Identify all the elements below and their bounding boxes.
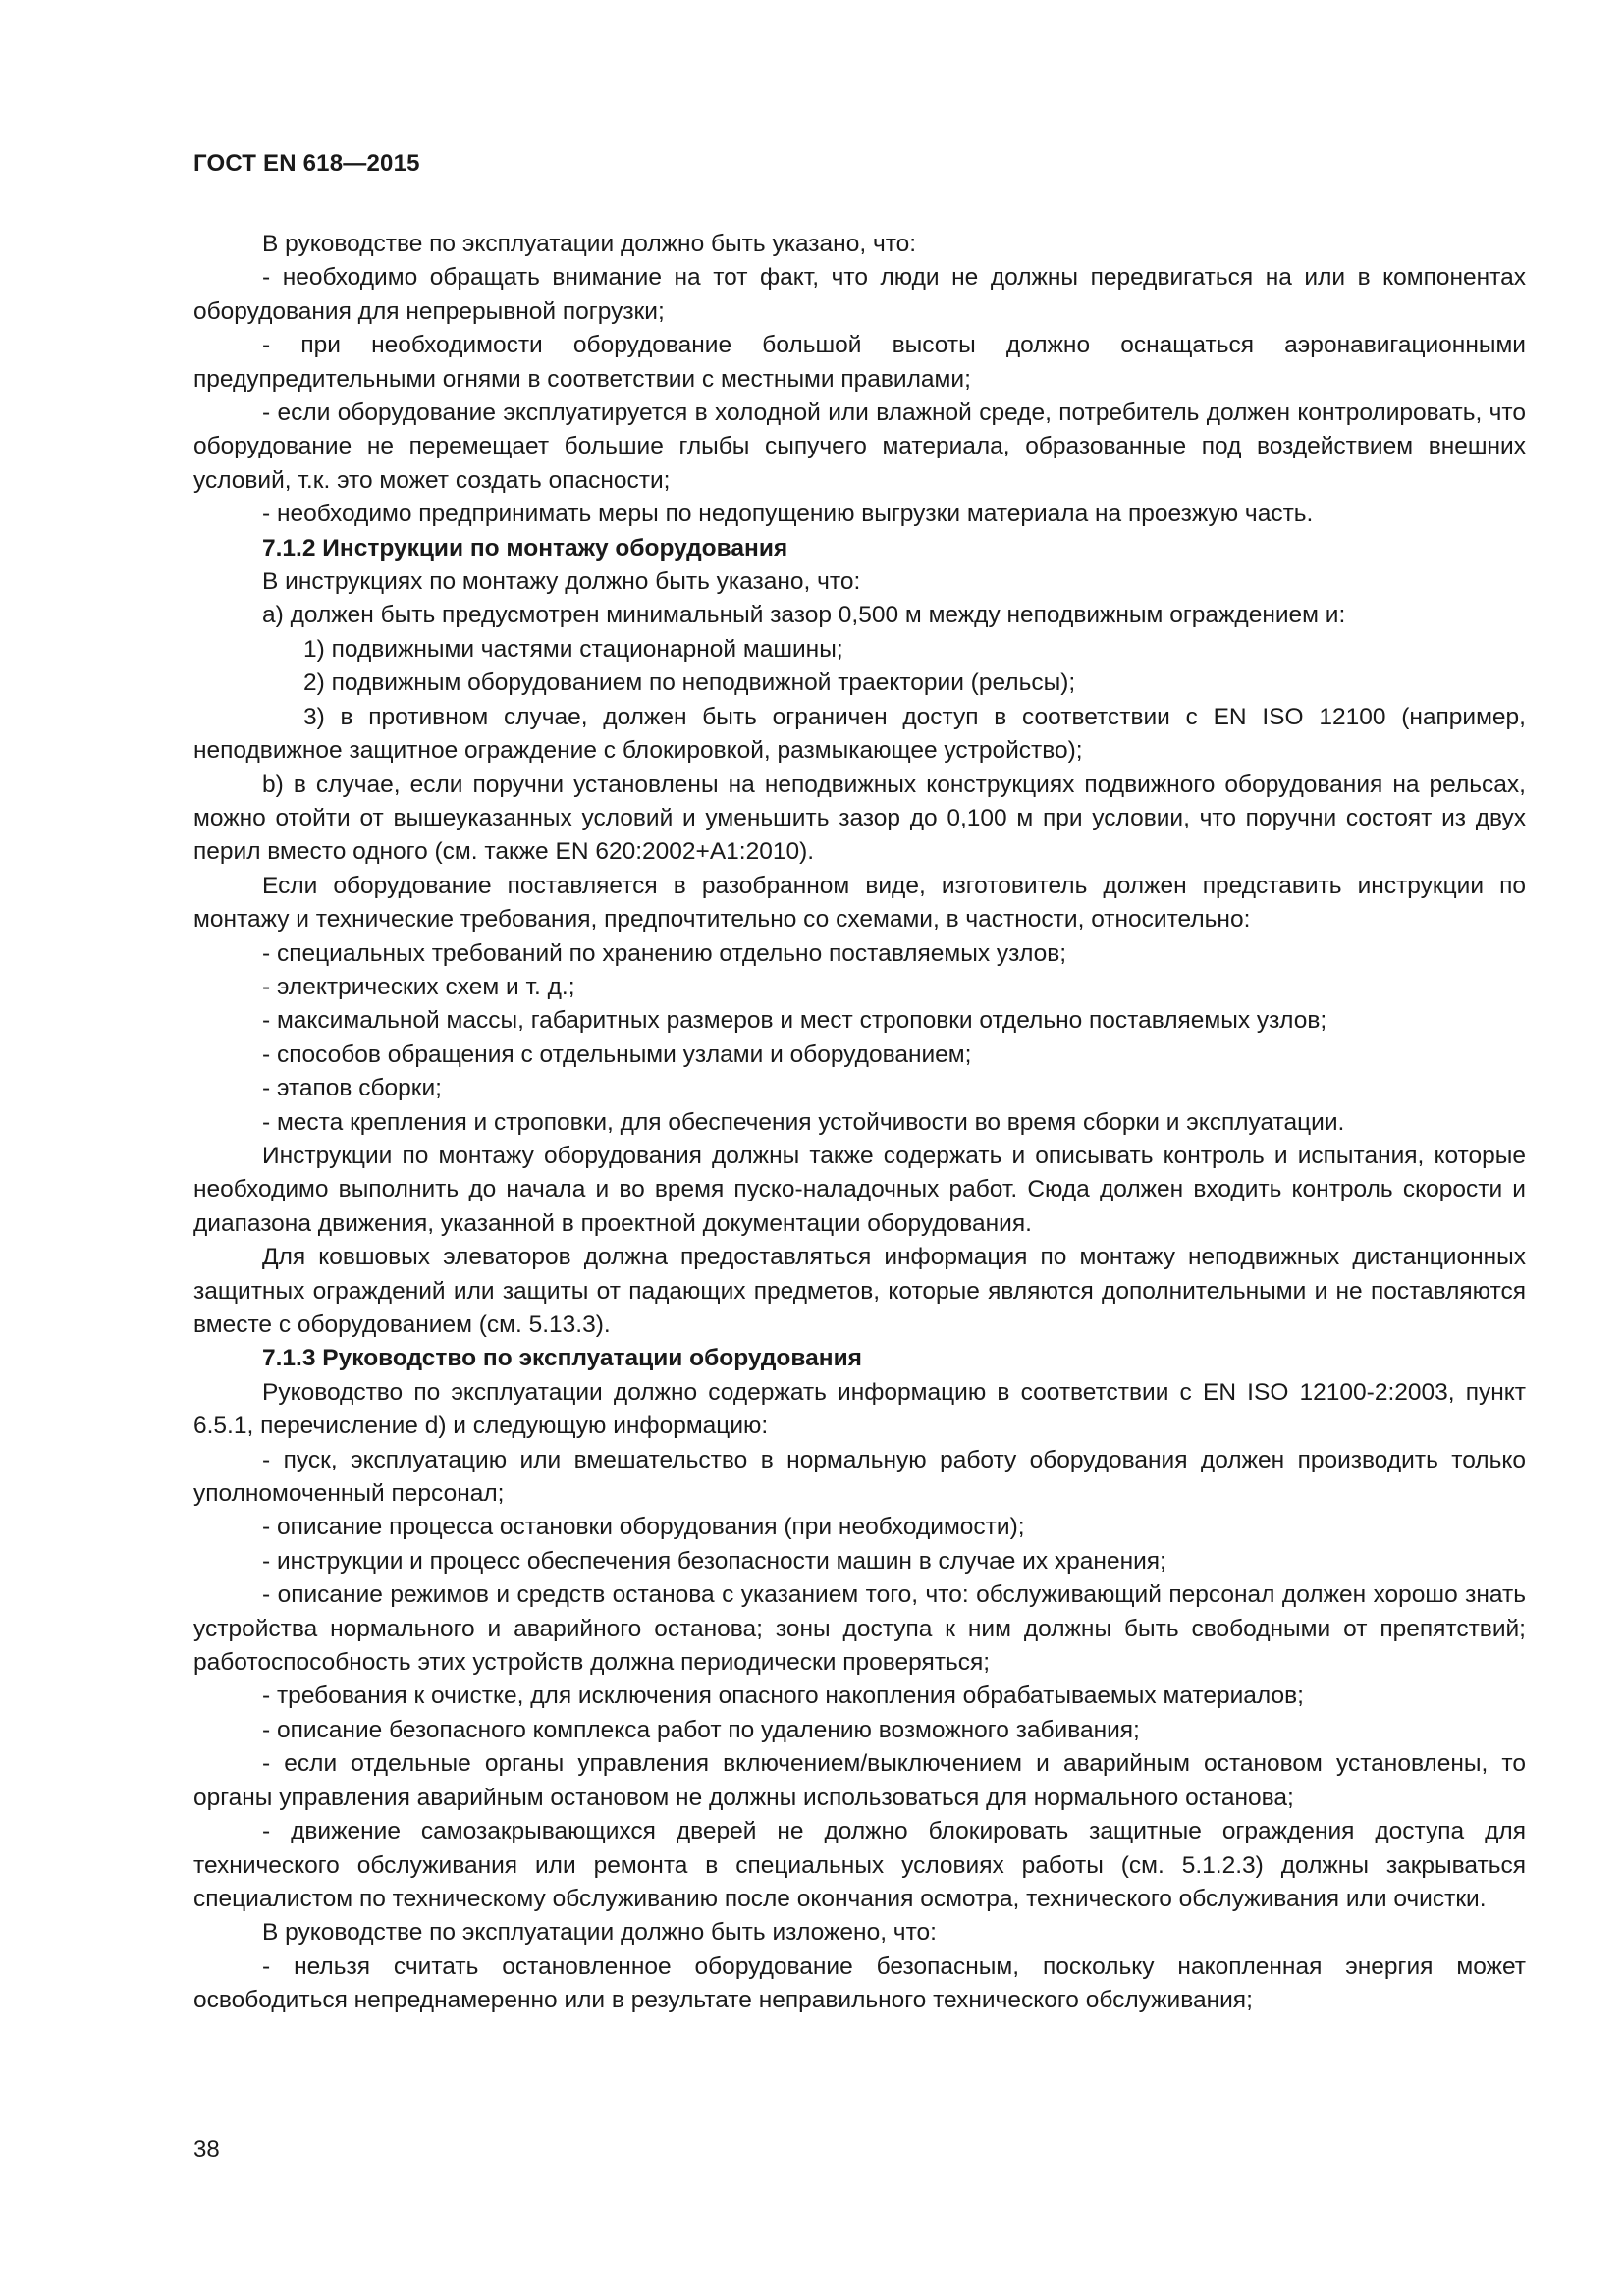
- section-heading: 7.1.2 Инструкции по монтажу оборудования: [262, 534, 788, 561]
- paragraph: - описание безопасного комплекса работ по удалению возможного забивания;: [262, 1716, 1140, 1743]
- paragraph: - необходимо предпринимать меры по недопущению выгрузки материала на проезжую часть.: [262, 501, 1314, 528]
- paragraph: - если отдельные органы управления включением/выключением и аварийным остановом установлены, то органы управления аварийным остановом не должны использоваться для нормального останова;: [193, 1750, 1526, 1811]
- paragraph: - места крепления и строповки, для обеспечения устойчивости во время сборки и эксплуатации.: [262, 1108, 1345, 1136]
- paragraph: - этапов сборки;: [262, 1075, 442, 1102]
- paragraph: - способов обращения с отдельными узлами и оборудованием;: [262, 1041, 972, 1068]
- paragraph: Если оборудование поставляется в разобранном виде, изготовитель должен представить инструкции по монтажу и технические требования, предпочтительно со схемами, в частности, относительно:: [193, 872, 1526, 934]
- page-number: 38: [193, 2136, 220, 2163]
- paragraph: - необходимо обращать внимание на тот факт, что люди не должны передвигаться на или в компонентах оборудования для непрерывной погрузки;: [193, 264, 1526, 325]
- section-heading: 7.1.3 Руководство по эксплуатации оборудования: [262, 1345, 862, 1372]
- paragraph: В руководстве по эксплуатации должно быть указано, что:: [262, 231, 917, 257]
- paragraph: В руководстве по эксплуатации должно быть изложено, что:: [262, 1919, 937, 1947]
- paragraph: - описание режимов и средств останова с указанием того, что: обслуживающий персонал должен хорошо знать устройства нормального и аварийного останова; зоны доступа к ним должны быть свободными от препятствий; работоспособность этих устройств должна периодически проверяться;: [193, 1581, 1526, 1677]
- paragraph: - инструкции и процесс обеспечения безопасности машин в случае их хранения;: [262, 1547, 1166, 1575]
- paragraph: - нельзя считать остановленное оборудование безопасным, поскольку накопленная энергия может освободиться непреднамеренно или в результате неправильного технического обслуживания;: [193, 1952, 1526, 2014]
- paragraph: - при необходимости оборудование большой высоты должно оснащаться аэронавигационными предупредительными огнями в соответствии с местными правилами;: [193, 332, 1526, 393]
- paragraph: 3) в противном случае, должен быть ограничен доступ в соответствии с EN ISO 12100 (например, неподвижное защитное ограждение с блокировкой, размыкающее устройство);: [193, 703, 1526, 765]
- paragraph: - движение самозакрывающихся дверей не должно блокировать защитные ограждения доступа для технического обслуживания или ремонта в специальных условиях работы (см. 5.1.2.3) должны закрываться специалистом по техническому обслуживанию после окончания осмотра, технического обслуживания или очистки.: [193, 1818, 1526, 1912]
- paragraph: b) в случае, если поручни установлены на неподвижных конструкциях подвижного оборудования на рельсах, можно отойти от вышеуказанных условий и уменьшить зазор до 0,100 м при условии, что поручни состоят из двух перил вместо одного (см. также EN 620:2002+A1:2010).: [193, 771, 1526, 866]
- document-body: [193, 228, 1526, 2018]
- paragraph: Инструкции по монтажу оборудования должны также содержать и описывать контроль и испытания, которые необходимо выполнить до начала и во время пуско-наладочных работ. Сюда должен входить контроль скорости и диапазона движения, указанной в проектной документации оборудования.: [193, 1142, 1526, 1237]
- paragraph: Руководство по эксплуатации должно содержать информацию в соответствии с EN ISO 12100-2:2003, пункт 6.5.1, перечисление d) и следующую информацию:: [193, 1378, 1526, 1440]
- paragraph: 1) подвижными частями стационарной машины;: [303, 635, 843, 663]
- paragraph: - специальных требований по хранению отдельно поставляемых узлов;: [262, 939, 1067, 967]
- document-header: ГОСТ EN 618—2015: [193, 150, 420, 177]
- paragraph: - максимальной массы, габаритных размеров и мест строповки отдельно поставляемых узлов;: [262, 1007, 1327, 1035]
- paragraph: - пуск, эксплуатацию или вмешательство в нормальную работу оборудования должен производить только уполномоченный персонал;: [193, 1446, 1526, 1508]
- paragraph: 2) подвижным оборудованием по неподвижной траектории (рельсы);: [303, 669, 1076, 697]
- paragraph: Для ковшовых элеваторов должна предоставляться информация по монтажу неподвижных дистанционных защитных ограждений или защиты от падающих предметов, которые являются дополнительными и не поставляются вместе с оборудованием (см. 5.13.3).: [193, 1244, 1526, 1338]
- paragraph: - если оборудование эксплуатируется в холодной или влажной среде, потребитель должен контролировать, что оборудование не перемещает большие глыбы сыпучего материала, образованные под воздействием внешних условий, т.к. это может создать опасности;: [193, 400, 1526, 494]
- paragraph: В инструкциях по монтажу должно быть указано, что:: [262, 568, 861, 596]
- paragraph: - электрических схем и т. д.;: [262, 973, 575, 1000]
- paragraph: - описание процесса остановки оборудования (при необходимости);: [262, 1514, 1025, 1541]
- paragraph: - требования к очистке, для исключения опасного накопления обрабатываемых материалов;: [262, 1682, 1304, 1710]
- paragraph: a) должен быть предусмотрен минимальный зазор 0,500 м между неподвижным ограждением и:: [262, 602, 1346, 629]
